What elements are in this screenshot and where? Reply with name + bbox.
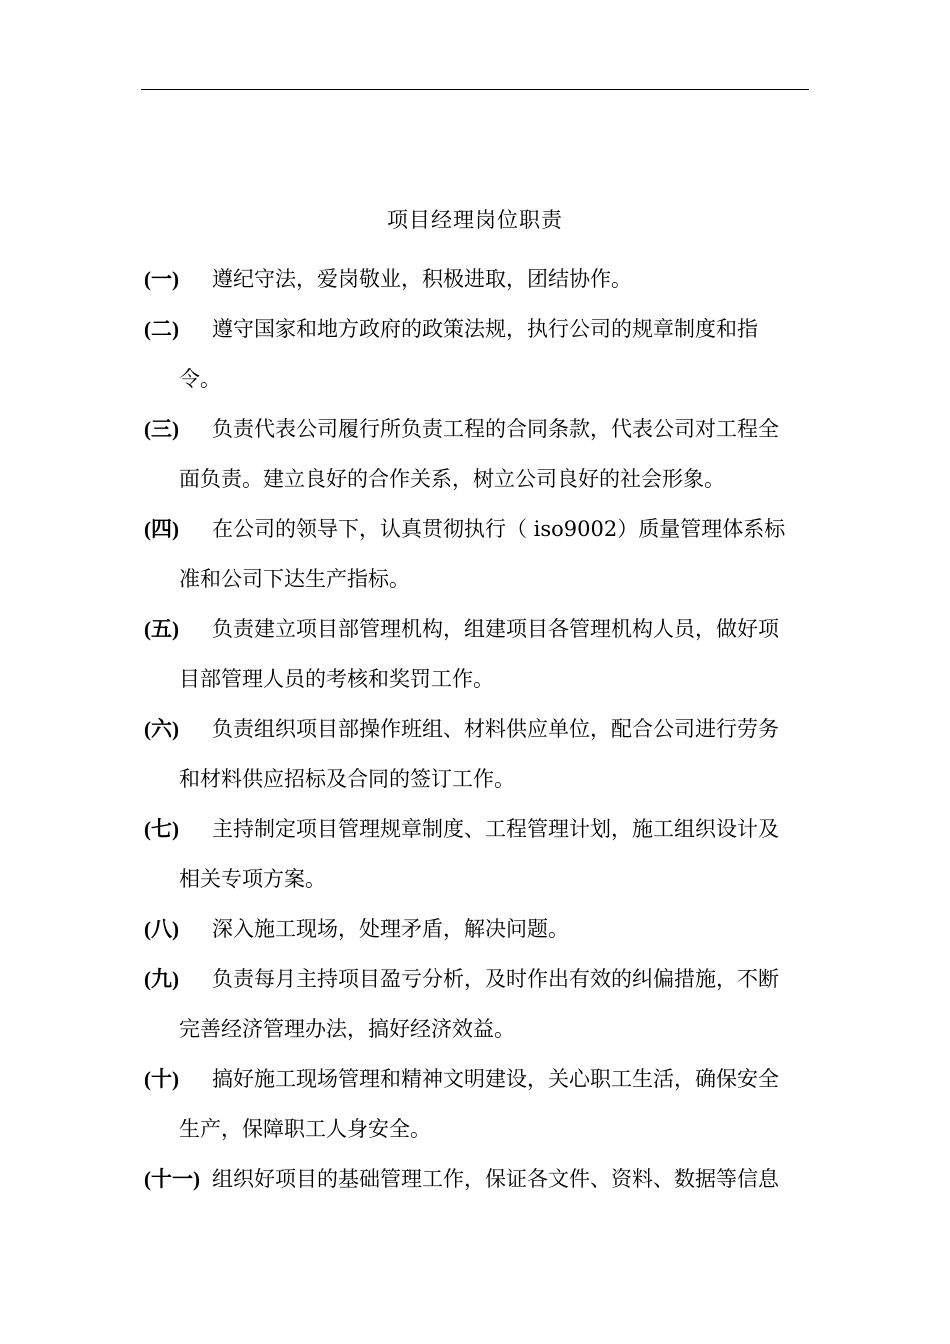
duty-item <box>144 1154 812 1204</box>
item-number: (九) <box>144 967 179 991</box>
item-number: (二) <box>144 317 179 341</box>
duty-item <box>144 704 812 804</box>
item-number: (一) <box>144 267 179 291</box>
item-number: (十) <box>144 1067 179 1091</box>
item-number: (三) <box>144 417 179 441</box>
item-text: 负责组织项目部操作班组、材料供应单位，配合公司进行劳务 <box>212 717 779 741</box>
duty-item <box>144 904 812 954</box>
duty-list <box>144 254 812 1204</box>
item-number: (六) <box>144 717 179 741</box>
item-text: 搞好施工现场管理和精神文明建设，关心职工生活，确保安全 <box>212 1067 779 1091</box>
item-text: 深入施工现场，处理矛盾，解决问题。 <box>212 917 569 941</box>
item-number: (四) <box>144 517 179 541</box>
item-text: 负责代表公司履行所负责工程的合同条款，代表公司对工程全 <box>212 417 779 441</box>
duty-item <box>144 404 812 504</box>
duty-item <box>144 804 812 904</box>
item-text-continued: 相关专项方案。 <box>179 867 326 891</box>
duty-item <box>144 504 812 604</box>
item-number: (五) <box>144 617 179 641</box>
item-text-continued: 完善经济管理办法，搞好经济效益。 <box>179 1017 515 1041</box>
item-number: (八) <box>144 917 179 941</box>
item-number: (十一) <box>144 1167 200 1191</box>
header-rule <box>141 89 809 90</box>
item-text-continued: 生产，保障职工人身安全。 <box>179 1117 431 1141</box>
item-text-continued: 和材料供应招标及合同的签订工作。 <box>179 767 515 791</box>
duty-item <box>144 604 812 704</box>
item-text-continued: 准和公司下达生产指标。 <box>179 567 410 591</box>
duty-item <box>144 954 812 1054</box>
item-text: 遵守国家和地方政府的政策法规，执行公司的规章制度和指 <box>212 317 758 341</box>
item-text: 主持制定项目管理规章制度、工程管理计划，施工组织设计及 <box>212 817 779 841</box>
item-text-continued: 令。 <box>179 367 221 391</box>
item-text: 遵纪守法，爱岗敬业，积极进取，团结协作。 <box>212 267 632 291</box>
item-text-continued: 面负责。建立良好的合作关系，树立公司良好的社会形象。 <box>179 467 725 491</box>
item-text-continued: 目部管理人员的考核和奖罚工作。 <box>179 667 494 691</box>
item-text: 负责建立项目部管理机构，组建项目各管理机构人员，做好项 <box>212 617 779 641</box>
duty-item <box>144 304 812 404</box>
document-title: 项目经理岗位职责 <box>387 208 563 232</box>
duty-item <box>144 254 812 304</box>
item-text: 在公司的领导下，认真贯彻执行（ iso9002）质量管理体系标 <box>212 517 786 541</box>
item-text: 组织好项目的基础管理工作，保证各文件、资料、数据等信息 <box>212 1167 779 1191</box>
item-text: 负责每月主持项目盈亏分析，及时作出有效的纠偏措施，不断 <box>212 967 779 991</box>
item-number: (七) <box>144 817 179 841</box>
duty-item <box>144 1054 812 1154</box>
